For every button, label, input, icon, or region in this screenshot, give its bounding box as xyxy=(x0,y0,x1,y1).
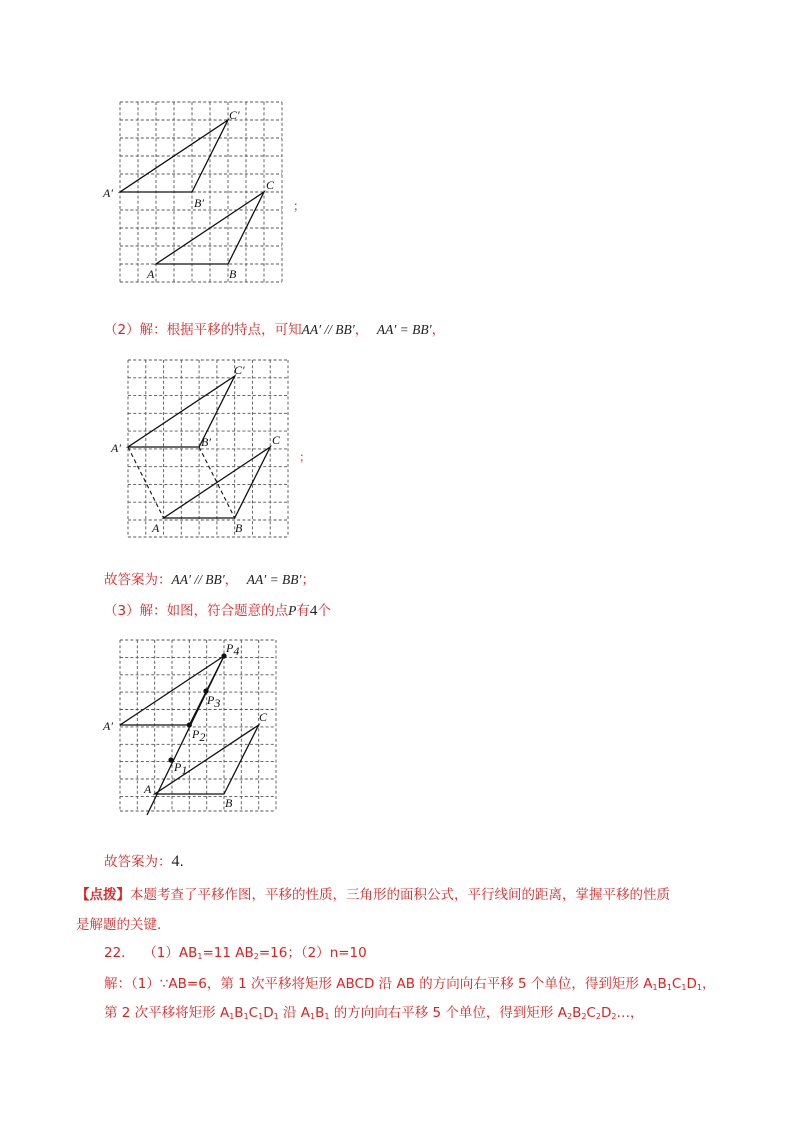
solution-line-1 xyxy=(104,974,715,998)
comment-tag: 【点拨】 xyxy=(76,887,130,903)
label-c-prime: C′ xyxy=(234,363,245,377)
part-2-solve: 解： xyxy=(139,322,167,338)
question-22-line xyxy=(104,943,367,967)
solution-line2-c: 的方向向右平移 5 个单位，得到矩形 A xyxy=(329,1005,567,1021)
figure-1-translation-grid xyxy=(100,95,300,290)
solution-end-1: ， xyxy=(701,976,716,992)
sub-c1: 1 xyxy=(681,983,687,992)
answer-3-end: . xyxy=(179,854,184,870)
comment-text-2: 是解题的关键. xyxy=(76,917,162,933)
part-3-text: 如图，符合题意的点 xyxy=(166,603,289,619)
sub-t1: 1 xyxy=(229,1012,235,1021)
solution-line2-a: 第 2 次平移将矩形 A xyxy=(104,1005,230,1021)
question-22-sub2: 2 xyxy=(253,952,259,961)
answer-2-math-parallel: AA′ // BB′ xyxy=(171,572,225,587)
answer-2-math-equal: AA′ = BB′ xyxy=(246,572,302,587)
answer-2-line xyxy=(104,570,315,590)
comment-text-1: 本题考查了平移作图，平移的性质，三角形的面积公式，平行线间的距离，掌握平移的性质 xyxy=(130,887,670,903)
part-2-math-parallel: AA′ // BB′ xyxy=(301,322,355,337)
letter-ub: B xyxy=(315,1005,325,1021)
letter-c: C xyxy=(671,976,682,992)
question-22-eq1: =11 AB xyxy=(202,945,254,961)
label-p3: P3 xyxy=(207,693,221,710)
solution-because: ∵AB=6，第 1 次平移将矩形 ABCD 沿 AB 的方向向右平移 5 个单位，得到矩形 A xyxy=(159,976,653,992)
letter-d: D xyxy=(686,976,697,992)
sub-v3: 2 xyxy=(595,1012,601,1021)
figure-2-punct: ； xyxy=(299,450,312,464)
answer-3-line xyxy=(104,852,184,872)
question-22-eq2: =16； xyxy=(258,945,301,961)
label-c-prime: C′ xyxy=(229,108,240,122)
label-p2: P2 xyxy=(192,727,206,744)
part-3-count: 4 xyxy=(309,603,318,619)
part-2-line xyxy=(104,320,445,340)
sub-t4: 1 xyxy=(273,1012,279,1021)
line-through-points-p xyxy=(147,656,224,815)
sub-a1: 1 xyxy=(652,983,658,992)
label-c: C xyxy=(266,178,275,192)
part-2-math-equal: AA′ = BB′ xyxy=(376,322,432,337)
figure-3-points-p-grid xyxy=(100,633,285,818)
letter-b: B xyxy=(657,976,667,992)
part-3-unit: 个 xyxy=(317,603,331,619)
comment-line-1 xyxy=(76,885,670,905)
label-b: B xyxy=(235,521,243,535)
sub-t2: 1 xyxy=(243,1012,249,1021)
letter-vc: C xyxy=(586,1005,596,1021)
question-22-sub1: 1 xyxy=(197,952,203,961)
sub-v1: 2 xyxy=(566,1012,573,1021)
solution-solve: 解：（1） xyxy=(104,976,160,992)
part-3-point: P xyxy=(288,603,297,618)
letter-vd: D xyxy=(600,1005,612,1021)
label-a-prime: A′ xyxy=(111,441,121,455)
part-2-sep: ， xyxy=(354,322,369,338)
part-2-text: 根据平移的特点，可知 xyxy=(166,322,302,338)
sub-v4: 2 xyxy=(611,1012,617,1021)
label-a: A xyxy=(144,782,152,796)
label-a: A xyxy=(147,267,155,281)
label-a-prime: A′ xyxy=(103,186,113,200)
letter-vb: B xyxy=(572,1005,582,1021)
label-a-prime: A′ xyxy=(103,719,113,733)
question-22-part2: （2） xyxy=(300,945,330,961)
comment-line-2 xyxy=(76,915,161,935)
label-b: B xyxy=(229,267,237,281)
question-22-part1: （1） xyxy=(143,945,179,961)
solution-line2-d: …， xyxy=(616,1005,644,1021)
answer-2-end: ； xyxy=(301,572,316,588)
answer-3-value: 4 xyxy=(171,853,180,870)
sub-b1: 1 xyxy=(666,983,672,992)
label-a: A xyxy=(152,521,160,535)
part-3-has: 有 xyxy=(296,603,310,619)
label-b-prime: B′ xyxy=(194,196,204,210)
sub-u2: 1 xyxy=(324,1012,330,1021)
label-p1: P1 xyxy=(174,760,188,777)
part-2-number: （2） xyxy=(104,322,140,338)
figure-1-punct: ； xyxy=(293,199,306,213)
part-3-solve: 解： xyxy=(139,603,167,619)
solution-line-2 xyxy=(104,1003,643,1027)
question-22-n: n=10 xyxy=(329,945,367,961)
part-3-line xyxy=(104,601,331,621)
question-22-number: 22． xyxy=(104,945,135,961)
part-2-end: ， xyxy=(431,322,446,338)
letter-tc: C xyxy=(248,1005,259,1021)
letter-td: D xyxy=(263,1005,274,1021)
label-c: C xyxy=(272,433,281,447)
label-c: C xyxy=(259,710,268,724)
sub-v2: 2 xyxy=(581,1012,587,1021)
answer-3-label: 故答案为： xyxy=(104,854,172,870)
sub-d1: 1 xyxy=(696,983,702,992)
point-p1 xyxy=(168,757,173,762)
solution-line2-b: 沿 A xyxy=(278,1005,311,1021)
sub-t3: 1 xyxy=(258,1012,264,1021)
question-22-ab: AB xyxy=(178,945,198,961)
letter-tb: B xyxy=(234,1005,244,1021)
label-p4: P4 xyxy=(226,641,240,658)
label-b-prime: B′ xyxy=(201,435,211,449)
label-b: B xyxy=(225,796,233,810)
figure-2-translation-grid xyxy=(108,352,308,542)
answer-2-label: 故答案为： xyxy=(104,572,172,588)
answer-2-sep: ， xyxy=(224,572,239,588)
sub-u1: 1 xyxy=(310,1012,316,1021)
part-3-number: （3） xyxy=(104,603,140,619)
